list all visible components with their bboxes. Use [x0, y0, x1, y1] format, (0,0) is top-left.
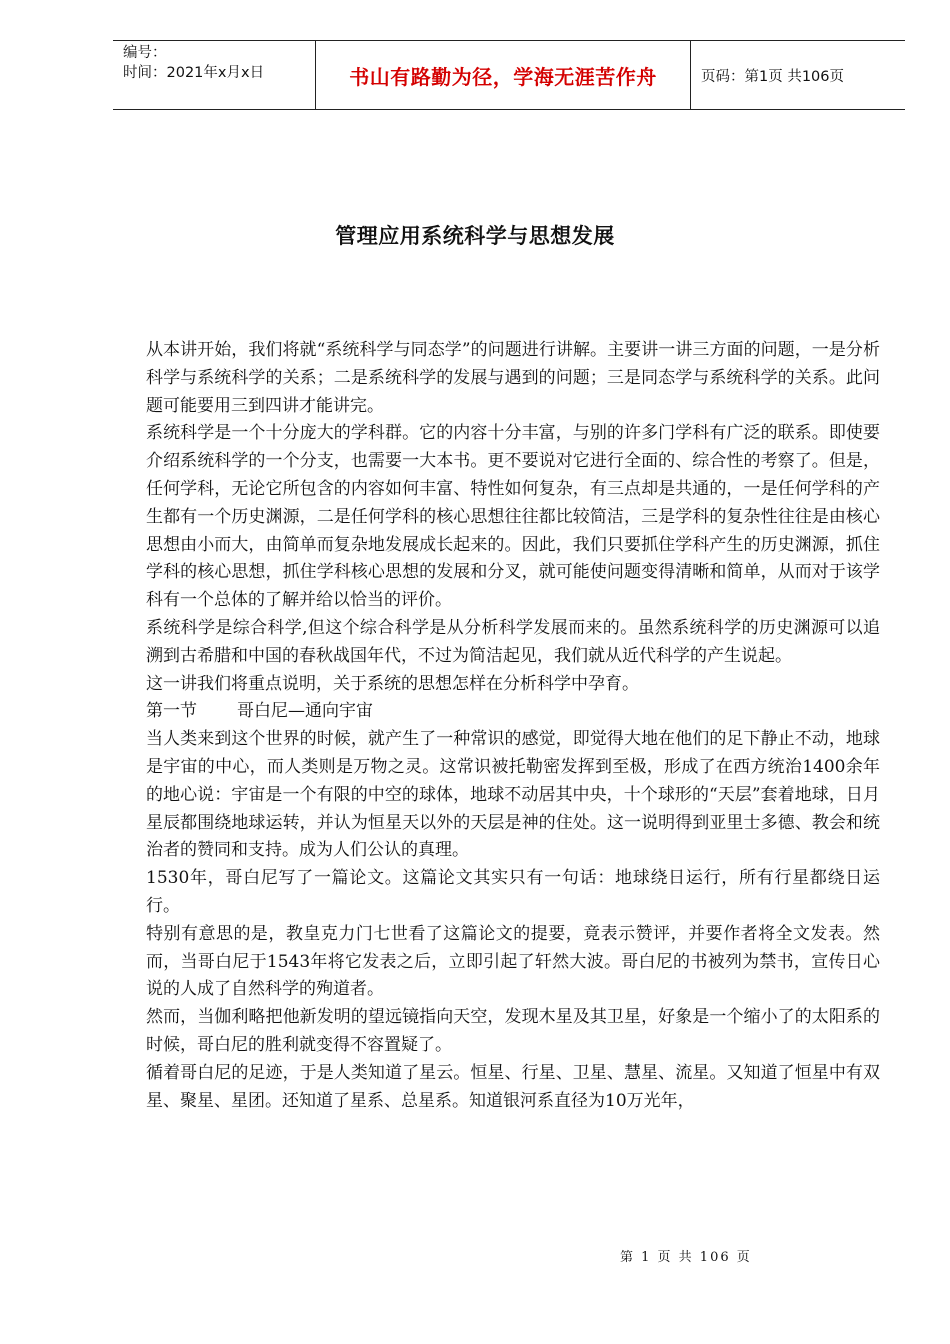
section-name: 哥白尼—通向宇宙	[237, 701, 373, 722]
section-number: 第一节	[146, 701, 197, 722]
paragraph: 1530年，哥白尼写了一篇论文。这篇论文其实只有一句话：地球绕日运行，所有行星都绕日运行。	[146, 868, 880, 916]
paragraph: 然而，当伽利略把他新发明的望远镜指向天空，发现木星及其卫星，好象是一个缩小了的太阳系的时候，哥白尼的胜利就变得不容置疑了。	[146, 1007, 880, 1055]
paragraph: 特别有意思的是，教皇克力门七世看了这篇论文的提要，竟表示赞评，并要作者将全文发表。然而，当哥白尼于1543年将它发表之后，立即引起了轩然大波。哥白尼的书被列为禁书，宣传日心说的人成了自然科学的殉道者。	[146, 923, 880, 1000]
paragraph: 这一讲我们将重点说明，关于系统的思想怎样在分析科学中孕育。	[146, 673, 639, 694]
paragraph: 系统科学是一个十分庞大的学科群。它的内容十分丰富，与别的许多门学科有广泛的联系。即使要介绍系统科学的一个分支，也需要一大本书。更不要说对它进行全面的、综合性的考察了。但是，任何学科，无论它所包含的内容如何丰富、特性如何复杂，有三点却是共通的，一是任何学科的产生都有一个历史渊源，二是任何学科的核心思想往往都比较简洁，三是学科的复杂性往往是由核心思想由小而大，由简单而复杂地发展成长起来的。因此，我们只要抓住学科产生的历史渊源，抓住学科的核心思想，抓住学科核心思想的发展和分叉，就可能使问题变得清晰和简单，从而对于该学科有一个总体的了解并给以恰当的评价。	[146, 423, 880, 611]
paragraph: 循着哥白尼的足迹，于是人类知道了星云。恒星、行星、卫星、慧星、流星。又知道了恒星中有双星、聚星、星团。还知道了星系、总星系。知道银河系直径为10万光年，	[146, 1062, 880, 1111]
paragraph: 当人类来到这个世界的时候，就产生了一种常识的感觉，即觉得大地在他们的足下静止不动，地球是宇宙的中心，而人类则是万物之灵。这常识被托勒密发挥到至极，形成了在西方统治1400余年的地心说：宇宙是一个有限的中空的球体，地球不动居其中央，十个球形的“天层”套着地球，日月星辰都围绕地球运转，并认为恒星天以外的天层是神的住处。这一说明得到亚里士多德、教会和统治者的赞同和支持。成为人们公认的真理。	[146, 729, 880, 861]
section-heading	[146, 698, 880, 726]
document-title: 管理应用系统科学与思想发展	[335, 224, 615, 248]
document-body	[146, 337, 880, 1115]
header-motto: 书山有路勤为径，学海无涯苦作舟	[315, 41, 691, 109]
header-meta	[113, 41, 315, 109]
paragraph: 从本讲开始，我们将就“系统科学与同态学”的问题进行讲解。主要讲一讲三方面的问题，一是分析科学与系统科学的关系；二是系统科学的发展与遇到的问题；三是同态学与系统科学的关系。此问题可能要用三到四讲才能讲完。	[146, 340, 880, 416]
header-page-info: 页码：第1页 共106页	[701, 68, 845, 85]
page-footer: 第 1 页 共 106 页	[620, 1250, 752, 1265]
document-header	[113, 40, 905, 110]
number-label: 编号：	[123, 45, 167, 61]
time-label: 时间：2021年x月x日	[123, 65, 265, 81]
paragraph: 系统科学是综合科学,但这个综合科学是从分析科学发展而来的。虽然系统科学的历史渊源可以追溯到古希腊和中国的春秋战国年代，不过为简洁起见，我们就从近代科学的产生说起。	[146, 617, 880, 666]
